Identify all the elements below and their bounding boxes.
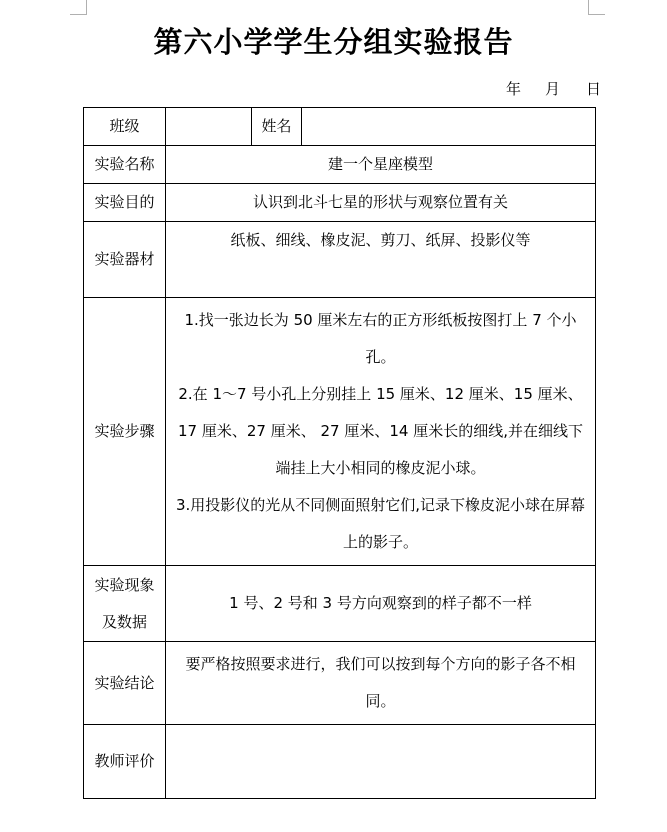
steps-content [166,298,596,566]
step-item: 3.用投影仪的光从不同侧面照射它们,记录下橡皮泥小球在屏幕上的影子。 [175,496,586,551]
margin-corner-mark-right [588,0,605,15]
step-item: 1.找一张边长为 50 厘米左右的正方形纸板按图打上 7 个小孔。 [184,311,577,366]
date-line [490,78,600,99]
materials-label: 实验器材 [84,222,166,298]
conclusion-value: 要严格按照要求进行，我们可以按到每个方向的影子各不相同。 [166,642,596,725]
table-row [84,222,596,298]
steps-label: 实验步骤 [84,298,166,566]
phenomena-label-line-2: 及数据 [101,612,147,631]
table-row [84,184,596,222]
name-label: 姓名 [252,108,302,146]
page-title: 第六小学学生分组实验报告 [153,25,514,59]
table-row [84,108,596,146]
name-field[interactable] [302,108,596,146]
purpose-label: 实验目的 [84,184,166,222]
conclusion-label: 实验结论 [84,642,166,725]
table-row [84,566,596,642]
experiment-name-label: 实验名称 [84,146,166,184]
teacher-evaluation-field[interactable] [166,725,596,799]
phenomena-label [84,566,166,642]
class-field[interactable] [166,108,252,146]
date-year: 年 [506,80,522,98]
margin-corner-mark-left [70,0,87,15]
teacher-evaluation-label: 教师评价 [84,725,166,799]
date-day: 日 [586,80,602,98]
experiment-name-value: 建一个星座模型 [166,146,596,184]
purpose-value: 认识到北斗七星的形状与观察位置有关 [166,184,596,222]
date-month: 月 [545,80,561,98]
phenomena-value: 1 号、2 号和 3 号方向观察到的样子都不一样 [166,566,596,642]
table-row [84,725,596,799]
table-row [84,146,596,184]
table-row [84,298,596,566]
table-row [84,642,596,725]
materials-value: 纸板、细线、橡皮泥、剪刀、纸屏、投影仪等 [166,222,596,298]
class-label: 班级 [84,108,166,146]
phenomena-label-line-1: 实验现象 [94,575,155,594]
step-item: 2.在 1～7 号小孔上分别挂上 15 厘米、12 厘米、15 厘米、17 厘米、27 厘米、 27 厘米、14 厘米长的细线,并在细线下端挂上大小相同的橡皮泥小球。 [178,385,583,477]
report-table [83,107,596,799]
